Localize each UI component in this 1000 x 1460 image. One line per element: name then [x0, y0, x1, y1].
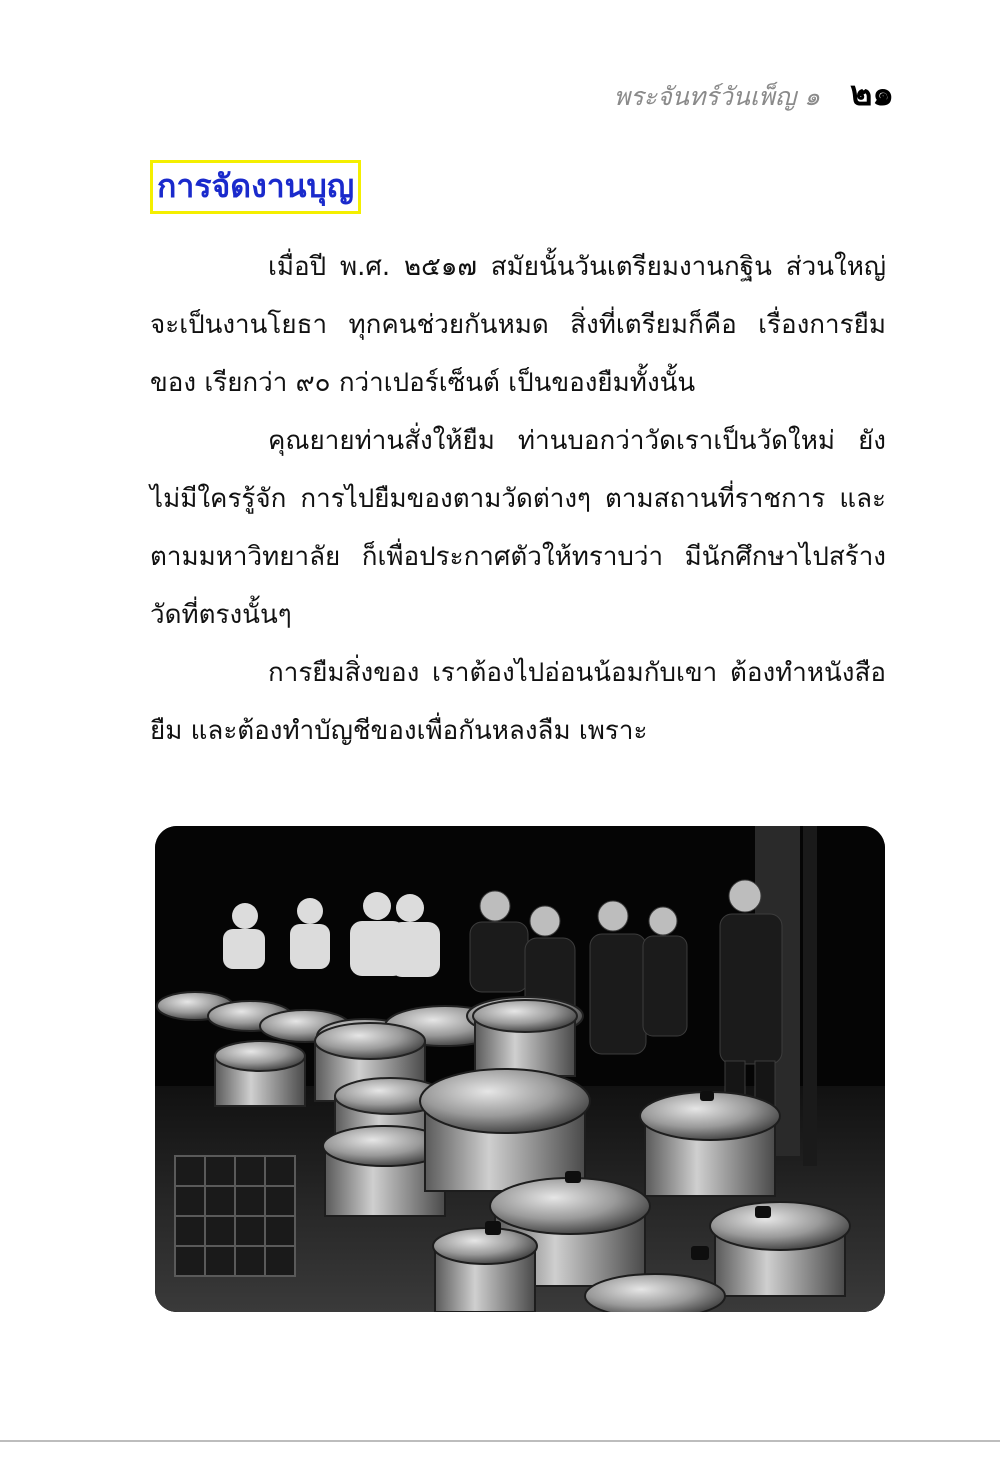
- page-header: [614, 66, 894, 120]
- photo-icon: [155, 826, 885, 1312]
- photo-pots-and-volunteers: [155, 826, 885, 1312]
- bottom-rule: [0, 1440, 1000, 1442]
- section-heading: การจัดงานบุญ: [150, 160, 361, 214]
- paragraph-1: เมื่อปี พ.ศ. ๒๕๑๗ สมัยนั้นวันเตรียมงานกฐิน ส่วนใหญ่จะเป็นงานโยธา ทุกคนช่วยกันหมด สิ่งที่เตรียมก็คือ เรื่องการยืมของ เรียกว่า ๙๐ กว่าเปอร์เซ็นต์ เป็นของยืมทั้งนั้น: [150, 252, 886, 398]
- running-title: พระจันทร์วันเพ็ญ ๑: [613, 82, 820, 111]
- paragraph-2: คุณยายท่านสั่งให้ยืม ท่านบอกว่าวัดเราเป็นวัดใหม่ ยังไม่มีใครรู้จัก การไปยืมของตามวัดต่างๆ ตามสถานที่ราชการ และตามมหาวิทยาลัย ก็เพื่อประกาศตัวให้ทราบว่า มีนักศึกษาไปสร้างวัดที่ตรงนั้นๆ: [150, 426, 886, 630]
- page-number: ๒๑: [850, 74, 894, 114]
- paragraph-3: การยืมสิ่งของ เราต้องไปอ่อนน้อมกับเขา ต้องทำหนังสือยืม และต้องทำบัญชีของเพื่อกันหลงลืม เพราะ: [150, 658, 886, 746]
- body-text: [150, 238, 886, 760]
